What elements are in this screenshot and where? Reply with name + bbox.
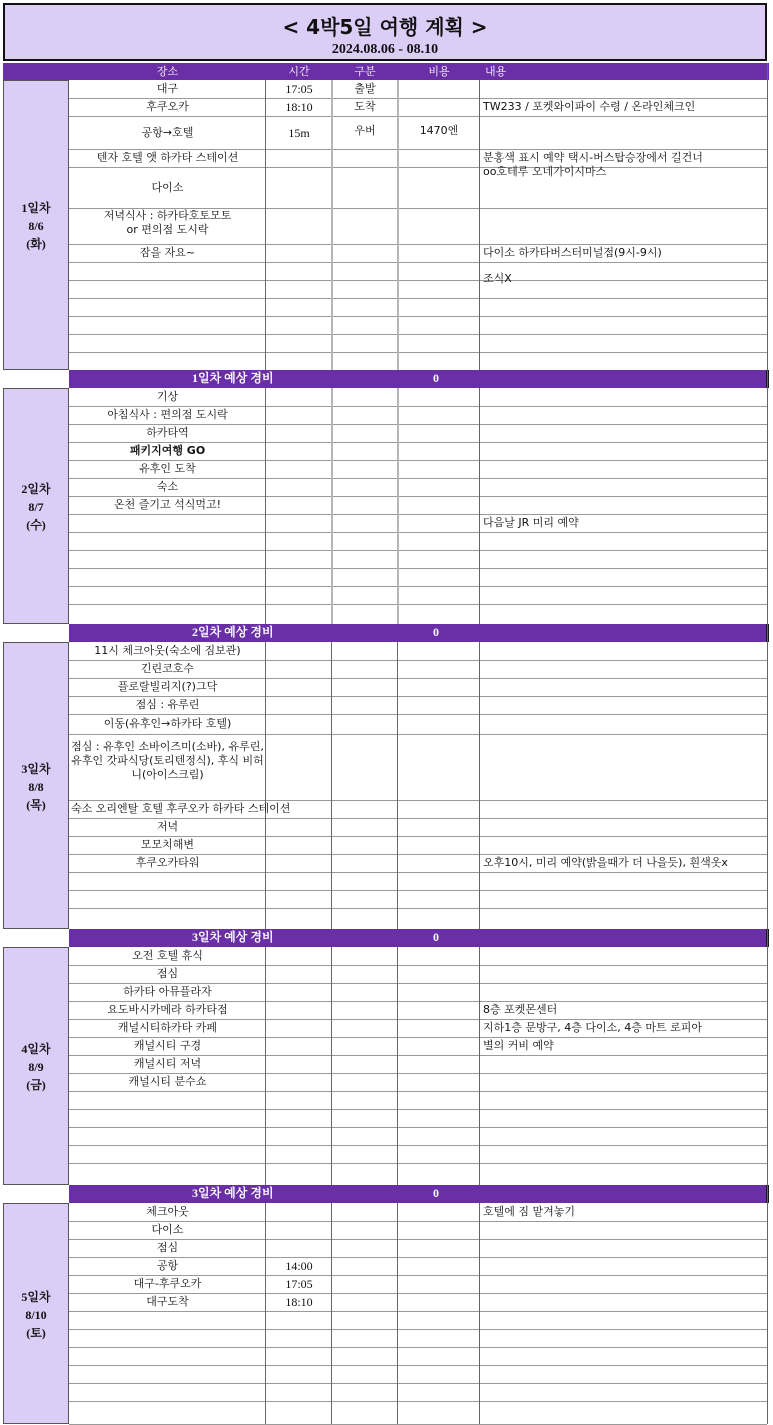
row-divider bbox=[69, 149, 767, 150]
row-divider bbox=[69, 244, 767, 245]
header-time: 시간 bbox=[288, 65, 310, 78]
row-divider bbox=[69, 116, 767, 117]
column-divider bbox=[331, 642, 332, 929]
place-cell-text: 텐자 호텔 앳 하카타 스테이션 bbox=[96, 151, 239, 164]
row-divider bbox=[69, 1347, 767, 1348]
place-cell-text: 긴린코호수 bbox=[140, 662, 195, 675]
row-divider bbox=[69, 1127, 767, 1128]
column-header-bar bbox=[3, 63, 769, 80]
daily-cost-summary-bar bbox=[69, 1185, 769, 1203]
place-cell-text: 체크아웃 bbox=[146, 1205, 189, 1218]
column-divider bbox=[397, 642, 398, 929]
time-cell-text: 14:00 bbox=[285, 1259, 313, 1273]
place-cell-text: 점심 : 유루린 bbox=[135, 698, 200, 711]
summary-value: 0 bbox=[433, 371, 439, 385]
row-divider bbox=[69, 836, 767, 837]
day-label-line: (토) bbox=[26, 1325, 46, 1340]
row-divider bbox=[69, 965, 767, 966]
place-cell-text: 잠을 자요~ bbox=[139, 246, 196, 259]
day-label-line: 1일차 bbox=[21, 201, 51, 215]
column-divider bbox=[479, 388, 480, 624]
time-cell-text: 18:10 bbox=[285, 1295, 313, 1309]
row-divider bbox=[69, 604, 767, 605]
column-divider bbox=[479, 947, 480, 1185]
row-divider bbox=[69, 98, 767, 99]
day-label-cell bbox=[3, 642, 69, 929]
header-content: 내용 bbox=[485, 65, 507, 78]
row-divider bbox=[69, 1145, 767, 1146]
content-cell-text: 다음날 JR 미리 예약 bbox=[483, 516, 579, 529]
row-divider bbox=[69, 1055, 767, 1056]
header-type: 구분 bbox=[354, 65, 376, 78]
column-divider bbox=[479, 1203, 480, 1424]
row-divider bbox=[69, 1311, 767, 1312]
row-divider bbox=[69, 1401, 767, 1402]
day-label-cell bbox=[3, 388, 69, 624]
daily-cost-summary-bar bbox=[69, 370, 769, 388]
place-cell-text: 캐널시티 구경 bbox=[133, 1039, 202, 1052]
row-divider bbox=[69, 496, 767, 497]
place-cell-text: 저녁식사 : 하카타호토모토 or 편의점 도시락 bbox=[103, 209, 232, 236]
header-cost: 비용 bbox=[428, 65, 450, 78]
content-cell-text: 오후10시, 미리 예약(밝을때가 더 나을듯), 흰색옷x bbox=[483, 856, 728, 869]
page-title: < 4박5일 여행 계획 > bbox=[282, 15, 488, 39]
column-divider bbox=[397, 947, 398, 1185]
row-divider bbox=[69, 460, 767, 461]
place-cell-text: 숙소 오리엔탈 호텔 후쿠오카 하카타 스테이션 bbox=[71, 802, 291, 815]
day-label-line: (목) bbox=[26, 797, 46, 812]
content-cell-text: 지하1층 문방구, 4층 다이소, 4층 마트 로피아 bbox=[483, 1021, 702, 1034]
place-cell-text: 모모치해변 bbox=[140, 838, 195, 851]
row-divider bbox=[69, 532, 767, 533]
place-cell-text: 후쿠오카 bbox=[146, 100, 189, 113]
content-cell-text: 8층 포켓몬센터 bbox=[483, 1003, 558, 1016]
place-cell-text: 이동(유후인→하카타 호텔) bbox=[103, 717, 232, 730]
column-divider bbox=[331, 947, 332, 1185]
place-cell-text: 점심 bbox=[156, 967, 179, 980]
place-cell-text: 하카타역 bbox=[146, 426, 189, 439]
summary-label: 3일차 예상 경비 bbox=[192, 930, 274, 944]
row-divider bbox=[69, 298, 767, 299]
time-cell-text: 17:05 bbox=[285, 82, 313, 96]
row-divider bbox=[69, 478, 767, 479]
day-label-line: 5일차 bbox=[21, 1289, 51, 1304]
place-cell-text: 대구-후쿠오카 bbox=[133, 1277, 202, 1290]
content-cell-text: 조식X bbox=[483, 272, 512, 285]
place-cell-text: 하카타 아뮤플라자 bbox=[123, 985, 212, 998]
day-label-line: (수) bbox=[26, 518, 46, 532]
place-cell-text: 점심 bbox=[156, 1241, 179, 1254]
day-label-line: 8/8 bbox=[28, 779, 44, 794]
day-label-line: 8/7 bbox=[28, 500, 44, 514]
row-divider bbox=[69, 854, 767, 855]
row-divider bbox=[69, 678, 767, 679]
day-label-line: 8/6 bbox=[28, 219, 44, 233]
day-label-line: 3일차 bbox=[21, 761, 51, 776]
row-divider bbox=[69, 800, 767, 801]
column-divider bbox=[331, 388, 333, 624]
place-cell-text: 캐널시티하카타 카페 bbox=[117, 1021, 218, 1034]
row-divider bbox=[69, 550, 767, 551]
row-divider bbox=[69, 872, 767, 873]
row-divider bbox=[69, 1091, 767, 1092]
day-label-line: 2일차 bbox=[21, 482, 51, 496]
row-divider bbox=[69, 334, 767, 335]
column-divider bbox=[397, 1203, 398, 1424]
header-place: 장소 bbox=[156, 65, 179, 78]
day-label-line: (화) bbox=[26, 237, 46, 251]
row-divider bbox=[69, 1001, 767, 1002]
summary-value: 0 bbox=[433, 625, 439, 639]
place-cell-text: 대구도착 bbox=[146, 1295, 189, 1308]
day-label-line: 8/9 bbox=[28, 1060, 44, 1074]
row-divider bbox=[69, 1221, 767, 1222]
row-divider bbox=[69, 908, 767, 909]
day-label-line: 8/10 bbox=[25, 1307, 47, 1322]
place-cell-text: 공항→호텔 bbox=[141, 125, 194, 139]
row-divider bbox=[69, 1239, 767, 1240]
row-divider bbox=[69, 1037, 767, 1038]
row-divider bbox=[69, 696, 767, 697]
column-divider bbox=[397, 388, 399, 624]
row-divider bbox=[69, 983, 767, 984]
column-divider bbox=[331, 1203, 332, 1424]
place-cell-text: 오전 호텔 휴식 bbox=[132, 949, 203, 962]
title-banner bbox=[3, 3, 767, 61]
summary-label: 2일차 예상 경비 bbox=[192, 625, 274, 639]
place-cell-text: 다이소 bbox=[151, 180, 184, 194]
row-divider bbox=[69, 660, 767, 661]
content-cell-text: 별의 커비 예약 bbox=[483, 1039, 554, 1052]
table-right-border bbox=[767, 63, 768, 1424]
row-divider bbox=[69, 568, 767, 569]
type-cell-text: 도착 bbox=[354, 100, 376, 113]
row-divider bbox=[69, 1257, 767, 1258]
type-cell-text: 출발 bbox=[354, 82, 376, 95]
summary-value: 0 bbox=[433, 930, 439, 944]
content-cell-text: TW233 / 포켓와이파이 수령 / 온라인체크인 bbox=[483, 100, 696, 113]
row-divider bbox=[69, 1275, 767, 1276]
row-divider bbox=[69, 586, 767, 587]
place-cell-text: 기상 bbox=[156, 390, 179, 403]
place-cell-text: 점심 : 유후인 소바이즈미(소바), 유루린, 유후인 갓파식당(토리텐정식), 후식 비허 니(아이스크림) bbox=[71, 740, 264, 781]
place-cell-text: 공항 bbox=[156, 1259, 179, 1272]
row-divider bbox=[69, 406, 767, 407]
content-cell-text: 다이소 하카타버스터미널점(9시-9시) bbox=[483, 246, 662, 259]
row-divider bbox=[69, 352, 767, 353]
day-label-cell bbox=[3, 1203, 69, 1424]
row-divider bbox=[69, 514, 767, 515]
row-divider bbox=[69, 1073, 767, 1074]
place-cell-text: 아침식사 : 편의점 도시락 bbox=[107, 408, 228, 421]
row-divider bbox=[69, 1163, 767, 1164]
time-cell-text: 15m bbox=[288, 126, 310, 140]
summary-value: 0 bbox=[433, 1186, 439, 1200]
row-divider bbox=[69, 424, 767, 425]
place-cell-text: 패키지여행 GO bbox=[129, 444, 206, 457]
trip-dates: 2024.08.06 - 08.10 bbox=[331, 42, 439, 57]
row-divider bbox=[69, 1383, 767, 1384]
day-label-cell bbox=[3, 947, 69, 1185]
day-label-line: (금) bbox=[26, 1078, 46, 1092]
place-cell-text: 저녁 bbox=[156, 820, 179, 833]
summary-label: 3일차 예상 경비 bbox=[192, 1186, 274, 1200]
place-cell-text: 유후인 도착 bbox=[139, 462, 196, 475]
row-divider bbox=[69, 262, 767, 263]
place-cell-text: 온천 즐기고 석식먹고! bbox=[113, 498, 222, 511]
cost-cell-text: 1470엔 bbox=[419, 124, 459, 137]
day-label-line: 4일차 bbox=[21, 1042, 51, 1056]
place-cell-text: 캐널시티 분수쇼 bbox=[128, 1075, 207, 1088]
time-cell-text: 18:10 bbox=[285, 100, 313, 114]
row-divider bbox=[69, 316, 767, 317]
row-divider bbox=[69, 1293, 767, 1294]
place-cell-text: 대구 bbox=[156, 82, 179, 95]
row-divider bbox=[69, 890, 767, 891]
place-cell-text: 숙소 bbox=[156, 480, 179, 493]
row-divider bbox=[69, 1109, 767, 1110]
row-divider bbox=[69, 1019, 767, 1020]
summary-label: 1일차 예상 경비 bbox=[192, 371, 274, 385]
row-divider bbox=[69, 442, 767, 443]
place-cell-text: 캐널시티 저녁 bbox=[133, 1057, 202, 1070]
row-divider bbox=[69, 1365, 767, 1366]
place-cell-text: 다이소 bbox=[151, 1223, 184, 1236]
place-cell-text: 플로랄빌리지(?)그닥 bbox=[117, 680, 218, 693]
column-divider bbox=[479, 642, 480, 929]
row-divider bbox=[69, 1329, 767, 1330]
place-cell-text: 후쿠오카타워 bbox=[135, 856, 200, 869]
place-cell-text: 11시 체크아웃(숙소에 짐보관) bbox=[94, 644, 241, 657]
row-divider bbox=[69, 818, 767, 819]
time-cell-text: 17:05 bbox=[285, 1277, 313, 1291]
day-label-cell bbox=[3, 80, 69, 370]
daily-cost-summary-bar bbox=[69, 929, 769, 947]
content-cell-text: 호텔에 짐 맡겨놓기 bbox=[483, 1205, 576, 1218]
row-divider bbox=[69, 714, 767, 715]
row-divider bbox=[69, 734, 767, 735]
type-cell-text: 우버 bbox=[354, 124, 376, 137]
place-cell-text: 요도바시카메라 하카타점 bbox=[107, 1003, 228, 1016]
daily-cost-summary-bar bbox=[69, 624, 769, 642]
content-cell-text: 분홍색 표시 예약 택시-버스탑승장에서 길건너 oo호테루 오네가이시마스 bbox=[483, 151, 703, 178]
